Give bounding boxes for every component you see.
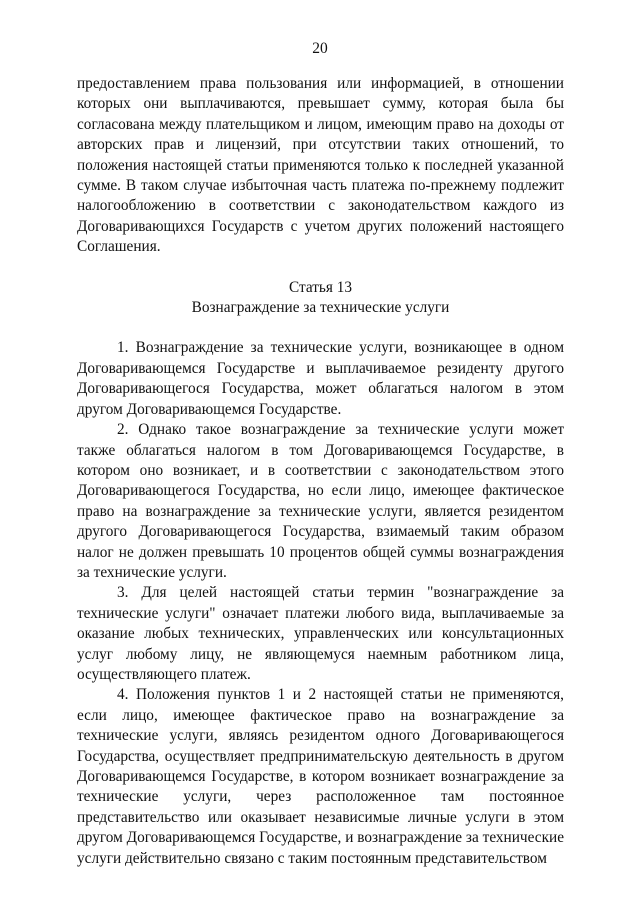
article-title: Вознаграждение за технические услуги	[191, 299, 450, 317]
paragraph-3: 3. Для целей настоящей статьи термин "вознаграждение за технические услуги" означает платежи любого вида, выплачиваемые за оказание любых технических, управленческих или консультационных услуг любому лицу, не являющемуся наемным работником лица, осуществляющего платеж.	[77, 584, 564, 683]
intro-paragraph: предоставлением права пользования или информацией, в отношении которых они выплачиваются, превышает сумму, которая была бы согласована между плательщиком и лицом, имеющим право на доходы от авторских прав и лицензий, при отсутствии таких отношений, то положения настоящей статьи применяются только к последней указанной сумме. В таком случае избыточная часть платежа по-прежнему подлежит налогообложению в соответствии с законодательством каждого из Договаривающихся Государств с учетом других положений настоящего Соглашения.	[77, 75, 564, 256]
paragraph-1: 1. Вознаграждение за технические услуги, возникающее в одном Договаривающемся Государстве и выплачиваемое резиденту другого Договаривающегося Государства, может облагаться налогом в этом другом Договаривающемся Государстве.	[77, 339, 564, 418]
paragraph-2: 2. Однако такое вознаграждение за технические услуги может также облагаться налогом в том Договаривающемся Государстве, в котором оно возникает, и в соответствии с законодательством этого Договаривающегося Государства, но если лицо, имеющее фактическое право на вознаграждение за технические услуги, является резидентом другого Договаривающегося Государства, взимаемый таким образом налог не должен превышать 10 процентов общей суммы вознаграждения за технические услуги.	[77, 421, 564, 581]
paragraph-4: 4. Положения пунктов 1 и 2 настоящей статьи не применяются, если лицо, имеющее фактическое право на вознаграждение за технические услуги, являясь резидентом одного Договаривающегося Государства, осуществляет предпринимательскую деятельность в другом Договаривающемся Государстве, в котором возникает вознаграждение за технические услуги, через расположенное там постоянное представительство или оказывает независимые личные услуги в этом другом Договаривающемся Государстве, и вознаграждение за технические услуги действительно связано с таким постоянным представительством	[77, 686, 564, 867]
document-body	[77, 74, 564, 869]
article-heading: Статья 13	[288, 278, 353, 296]
page-number: 20	[312, 40, 328, 57]
